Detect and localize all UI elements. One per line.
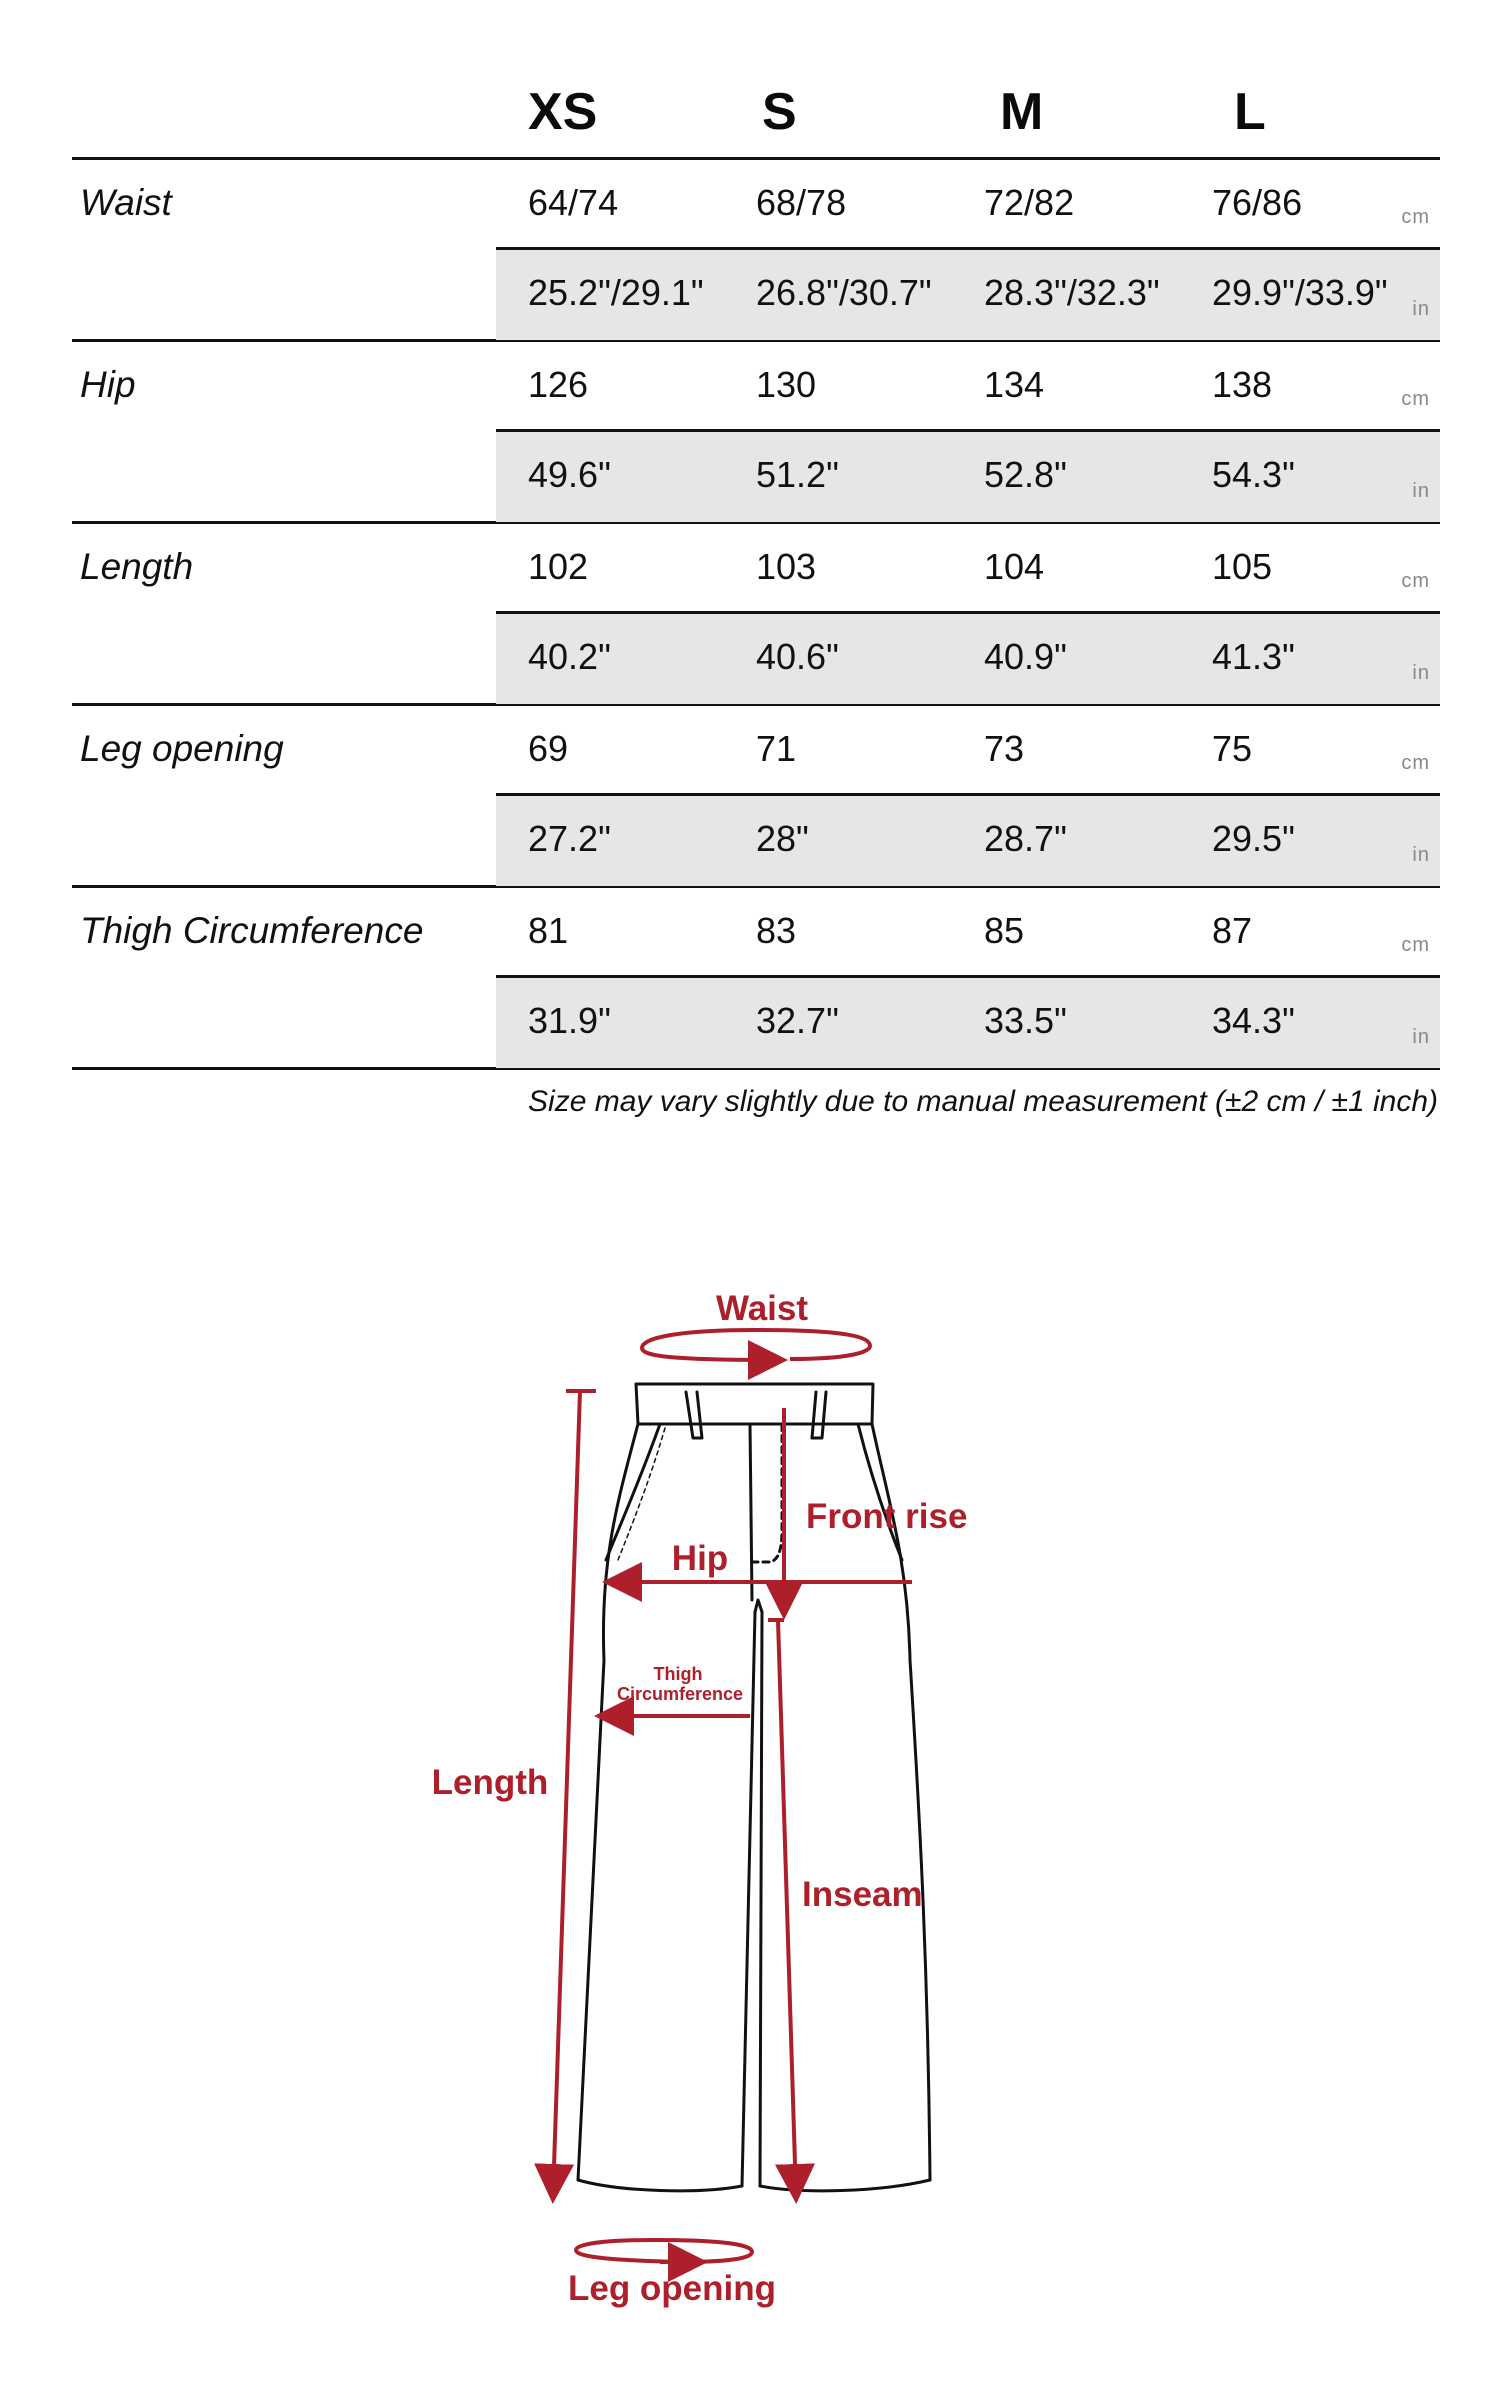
- value-cell: 134: [984, 364, 1045, 405]
- value-cell: 33.5": [984, 1000, 1067, 1041]
- value-cell: 83: [756, 910, 797, 951]
- value-cell: 29.9"/33.9": [1212, 272, 1388, 313]
- left-inseam: [742, 1612, 755, 2186]
- value-cell: 29.5": [1212, 818, 1295, 859]
- value-cell: 40.2": [528, 636, 611, 677]
- value-cell: 87: [1212, 910, 1253, 951]
- value-cell: 49.6": [528, 454, 611, 495]
- value-cell: 64/74: [528, 182, 619, 223]
- measurement-group: [72, 524, 1440, 706]
- value-cell: 75: [1212, 728, 1253, 769]
- row-in: [496, 796, 1440, 886]
- value-cell: 32.7": [756, 1000, 839, 1041]
- value-cell: 130: [756, 364, 817, 405]
- row-in: [496, 978, 1440, 1068]
- size-header-xs: XS: [528, 83, 598, 141]
- row-in: [496, 432, 1440, 522]
- unit-label: in: [1412, 662, 1430, 684]
- measurement-label: Hip: [80, 364, 136, 405]
- fly-stitch: [752, 1424, 782, 1562]
- row-cm: [496, 160, 1440, 250]
- value-cell: 85: [984, 910, 1025, 951]
- value-cell: 28.7": [984, 818, 1067, 859]
- pants-measurement-diagram: [0, 1180, 1500, 2308]
- unit-label: cm: [1401, 752, 1430, 774]
- value-cell: 102: [528, 546, 589, 587]
- belt-loop-left: [686, 1392, 702, 1438]
- value-cell: 52.8": [984, 454, 1067, 495]
- right-leg-outer: [872, 1424, 930, 2180]
- size-header-l: L: [1234, 83, 1266, 141]
- waist-label: Waist: [715, 1289, 809, 1328]
- measurement-label: Waist: [80, 182, 172, 223]
- inseam-label: Inseam: [802, 1875, 923, 1914]
- center-front: [750, 1424, 752, 1600]
- right-inseam: [760, 1612, 762, 2186]
- left-leg-outer: [578, 1424, 638, 2180]
- value-cell: 40.9": [984, 636, 1067, 677]
- value-cell: 71: [756, 728, 797, 769]
- waist-arrow: [642, 1330, 870, 1360]
- value-cell: 41.3": [1212, 636, 1295, 677]
- value-cell: 34.3": [1212, 1000, 1295, 1041]
- value-cell: 103: [756, 546, 817, 587]
- value-cell: 28": [756, 818, 809, 859]
- value-cell: 126: [528, 364, 589, 405]
- length-label: Length: [431, 1763, 549, 1802]
- unit-label: in: [1412, 1026, 1430, 1048]
- value-cell: 72/82: [984, 182, 1075, 223]
- measurement-label: Length: [80, 546, 194, 587]
- value-cell: 27.2": [528, 818, 611, 859]
- measurement-label: Leg opening: [80, 728, 284, 769]
- row-in: [496, 614, 1440, 704]
- measurement-group: [72, 706, 1440, 888]
- value-cell: 51.2": [756, 454, 839, 495]
- length-arrow: [553, 1391, 580, 2196]
- size-header-m: M: [1000, 83, 1044, 141]
- pocket-left-stitch: [618, 1428, 665, 1560]
- value-cell: 54.3": [1212, 454, 1295, 495]
- measurement-note: Size may vary slightly due to manual measurement (±2 cm / ±1 inch): [528, 1085, 1438, 1118]
- row-in: [496, 250, 1440, 340]
- row-cm: [496, 342, 1440, 432]
- crotch: [755, 1600, 762, 1612]
- size-chart-table: [72, 60, 1440, 1070]
- front-rise-label: Front rise: [806, 1497, 968, 1536]
- pocket-right: [858, 1424, 902, 1560]
- value-cell: 69: [528, 728, 569, 769]
- value-cell: 73: [984, 728, 1025, 769]
- thigh-label-line1: Thigh: [653, 1664, 703, 1684]
- left-hem: [578, 2180, 742, 2191]
- value-cell: 25.2"/29.1": [528, 272, 704, 313]
- thigh-label-line2: Circumference: [616, 1684, 744, 1704]
- row-cm: [496, 888, 1440, 978]
- row-cm: [496, 524, 1440, 614]
- unit-label: cm: [1401, 206, 1430, 228]
- value-cell: 28.3"/32.3": [984, 272, 1160, 313]
- measurement-group: [72, 888, 1440, 1070]
- unit-label: cm: [1401, 388, 1430, 410]
- unit-label: cm: [1401, 570, 1430, 592]
- unit-label: in: [1412, 844, 1430, 866]
- unit-label: cm: [1401, 934, 1430, 956]
- unit-label: in: [1412, 480, 1430, 502]
- value-cell: 104: [984, 546, 1045, 587]
- inseam-arrow: [778, 1620, 796, 2196]
- value-cell: 76/86: [1212, 182, 1303, 223]
- leg-opening-ellipse: [576, 2240, 752, 2262]
- measurement-group: [72, 342, 1440, 524]
- right-hem: [760, 2180, 930, 2191]
- belt-loop-right: [812, 1392, 826, 1438]
- hip-label: Hip: [671, 1539, 729, 1578]
- size-header-s: S: [762, 83, 797, 141]
- measurement-label: Thigh Circumference: [80, 910, 424, 951]
- value-cell: 138: [1212, 364, 1273, 405]
- measurement-group: [72, 160, 1440, 342]
- waistband: [636, 1384, 873, 1424]
- value-cell: 68/78: [756, 182, 847, 223]
- leg-opening-label: Leg opening: [567, 2269, 777, 2308]
- value-cell: 26.8"/30.7": [756, 272, 932, 313]
- value-cell: 40.6": [756, 636, 839, 677]
- value-cell: 105: [1212, 546, 1273, 587]
- unit-label: in: [1412, 298, 1430, 320]
- row-cm: [496, 706, 1440, 796]
- value-cell: 31.9": [528, 1000, 611, 1041]
- value-cell: 81: [528, 910, 569, 951]
- size-header-row: [72, 60, 1440, 160]
